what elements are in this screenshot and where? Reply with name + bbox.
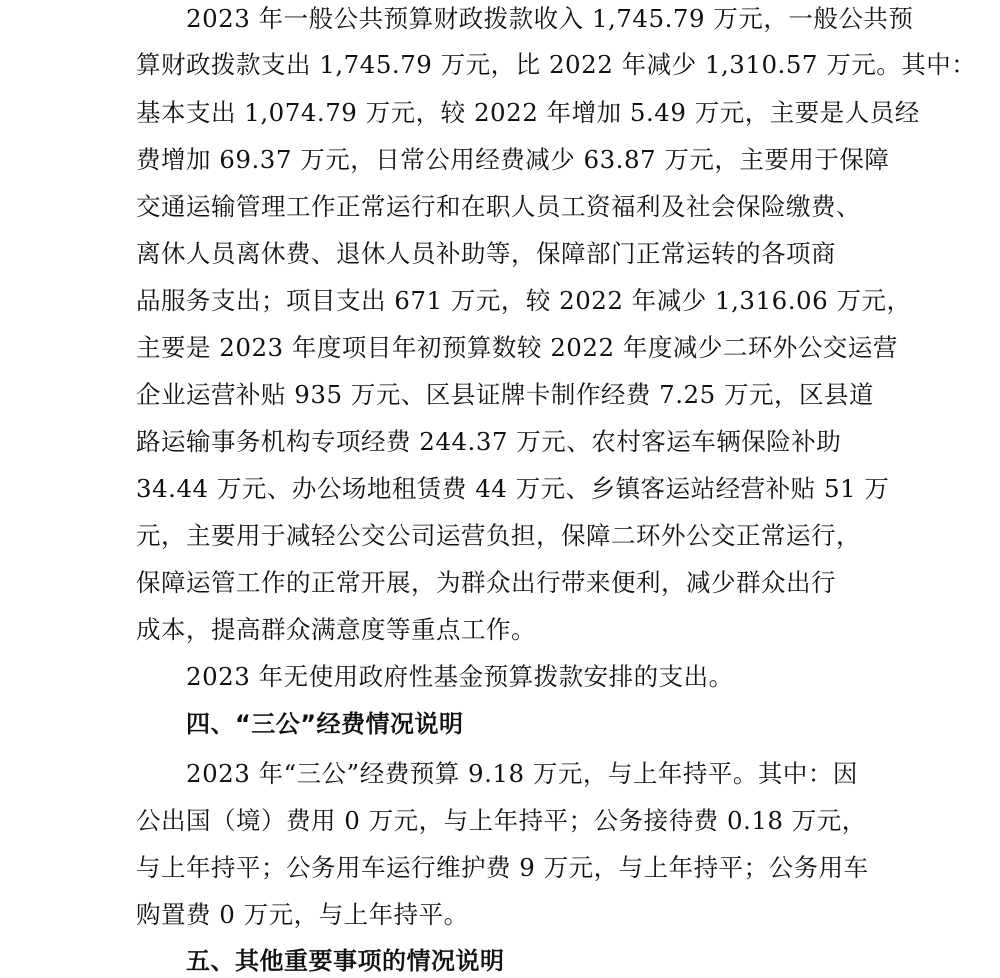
paragraph-line: 2023 年“三公”经费预算 9.18 万元，与上年持平。其中：因	[186, 759, 858, 788]
paragraph-line: 主要是 2023 年度项目年初预算数较 2022 年度减少二环外公交运营	[136, 333, 898, 362]
paragraph-line: 元，主要用于减轻公交公司运营负担，保障二环外公交正常运行，	[136, 521, 861, 550]
paragraph-line: 保障运管工作的正常开展，为群众出行带来便利，减少群众出行	[136, 568, 836, 597]
paragraph-line: 算财政拨款支出 1,745.79 万元，比 2022 年减少 1,310.57 万元。其中：	[136, 50, 977, 79]
section-heading-4: 四、“三公”经费情况说明	[186, 710, 464, 738]
paragraph-line: 费增加 69.37 万元，日常公用经费减少 63.87 万元，主要用于保障	[136, 145, 890, 174]
paragraph-line: 企业运营补贴 935 万元、区县证牌卡制作经费 7.25 万元，区县道	[136, 380, 874, 409]
paragraph-line: 与上年持平；公务用车运行维护费 9 万元，与上年持平；公务用车	[136, 853, 869, 882]
paragraph-line: 公出国（境）费用 0 万元，与上年持平；公务接待费 0.18 万元，	[136, 806, 867, 835]
paragraph-line: 2023 年一般公共预算财政拨款收入 1,745.79 万元，一般公共预	[186, 4, 914, 33]
paragraph-line: 交通运输管理工作正常运行和在职人员工资福利及社会保险缴费、	[136, 192, 861, 221]
paragraph-line: 34.44 万元、办公场地租赁费 44 万元、乡镇客运站经营补贴 51 万	[136, 474, 890, 503]
paragraph-line: 基本支出 1,074.79 万元，较 2022 年增加 5.49 万元，主要是人员经	[136, 98, 920, 127]
section-heading-5: 五、其他重要事项的情况说明	[186, 947, 505, 975]
paragraph-line: 2023 年无使用政府性基金预算拨款安排的支出。	[186, 662, 734, 691]
paragraph-line: 品服务支出；项目支出 671 万元，较 2022 年减少 1,316.06 万元，	[136, 286, 912, 315]
paragraph-line: 离休人员离休费、退休人员补助等，保障部门正常运转的各项商	[136, 239, 836, 268]
paragraph-line: 路运输事务机构专项经费 244.37 万元、农村客运车辆保险补助	[136, 427, 842, 456]
paragraph-line: 购置费 0 万元，与上年持平。	[136, 900, 469, 929]
paragraph-line: 成本，提高群众满意度等重点工作。	[136, 615, 536, 644]
